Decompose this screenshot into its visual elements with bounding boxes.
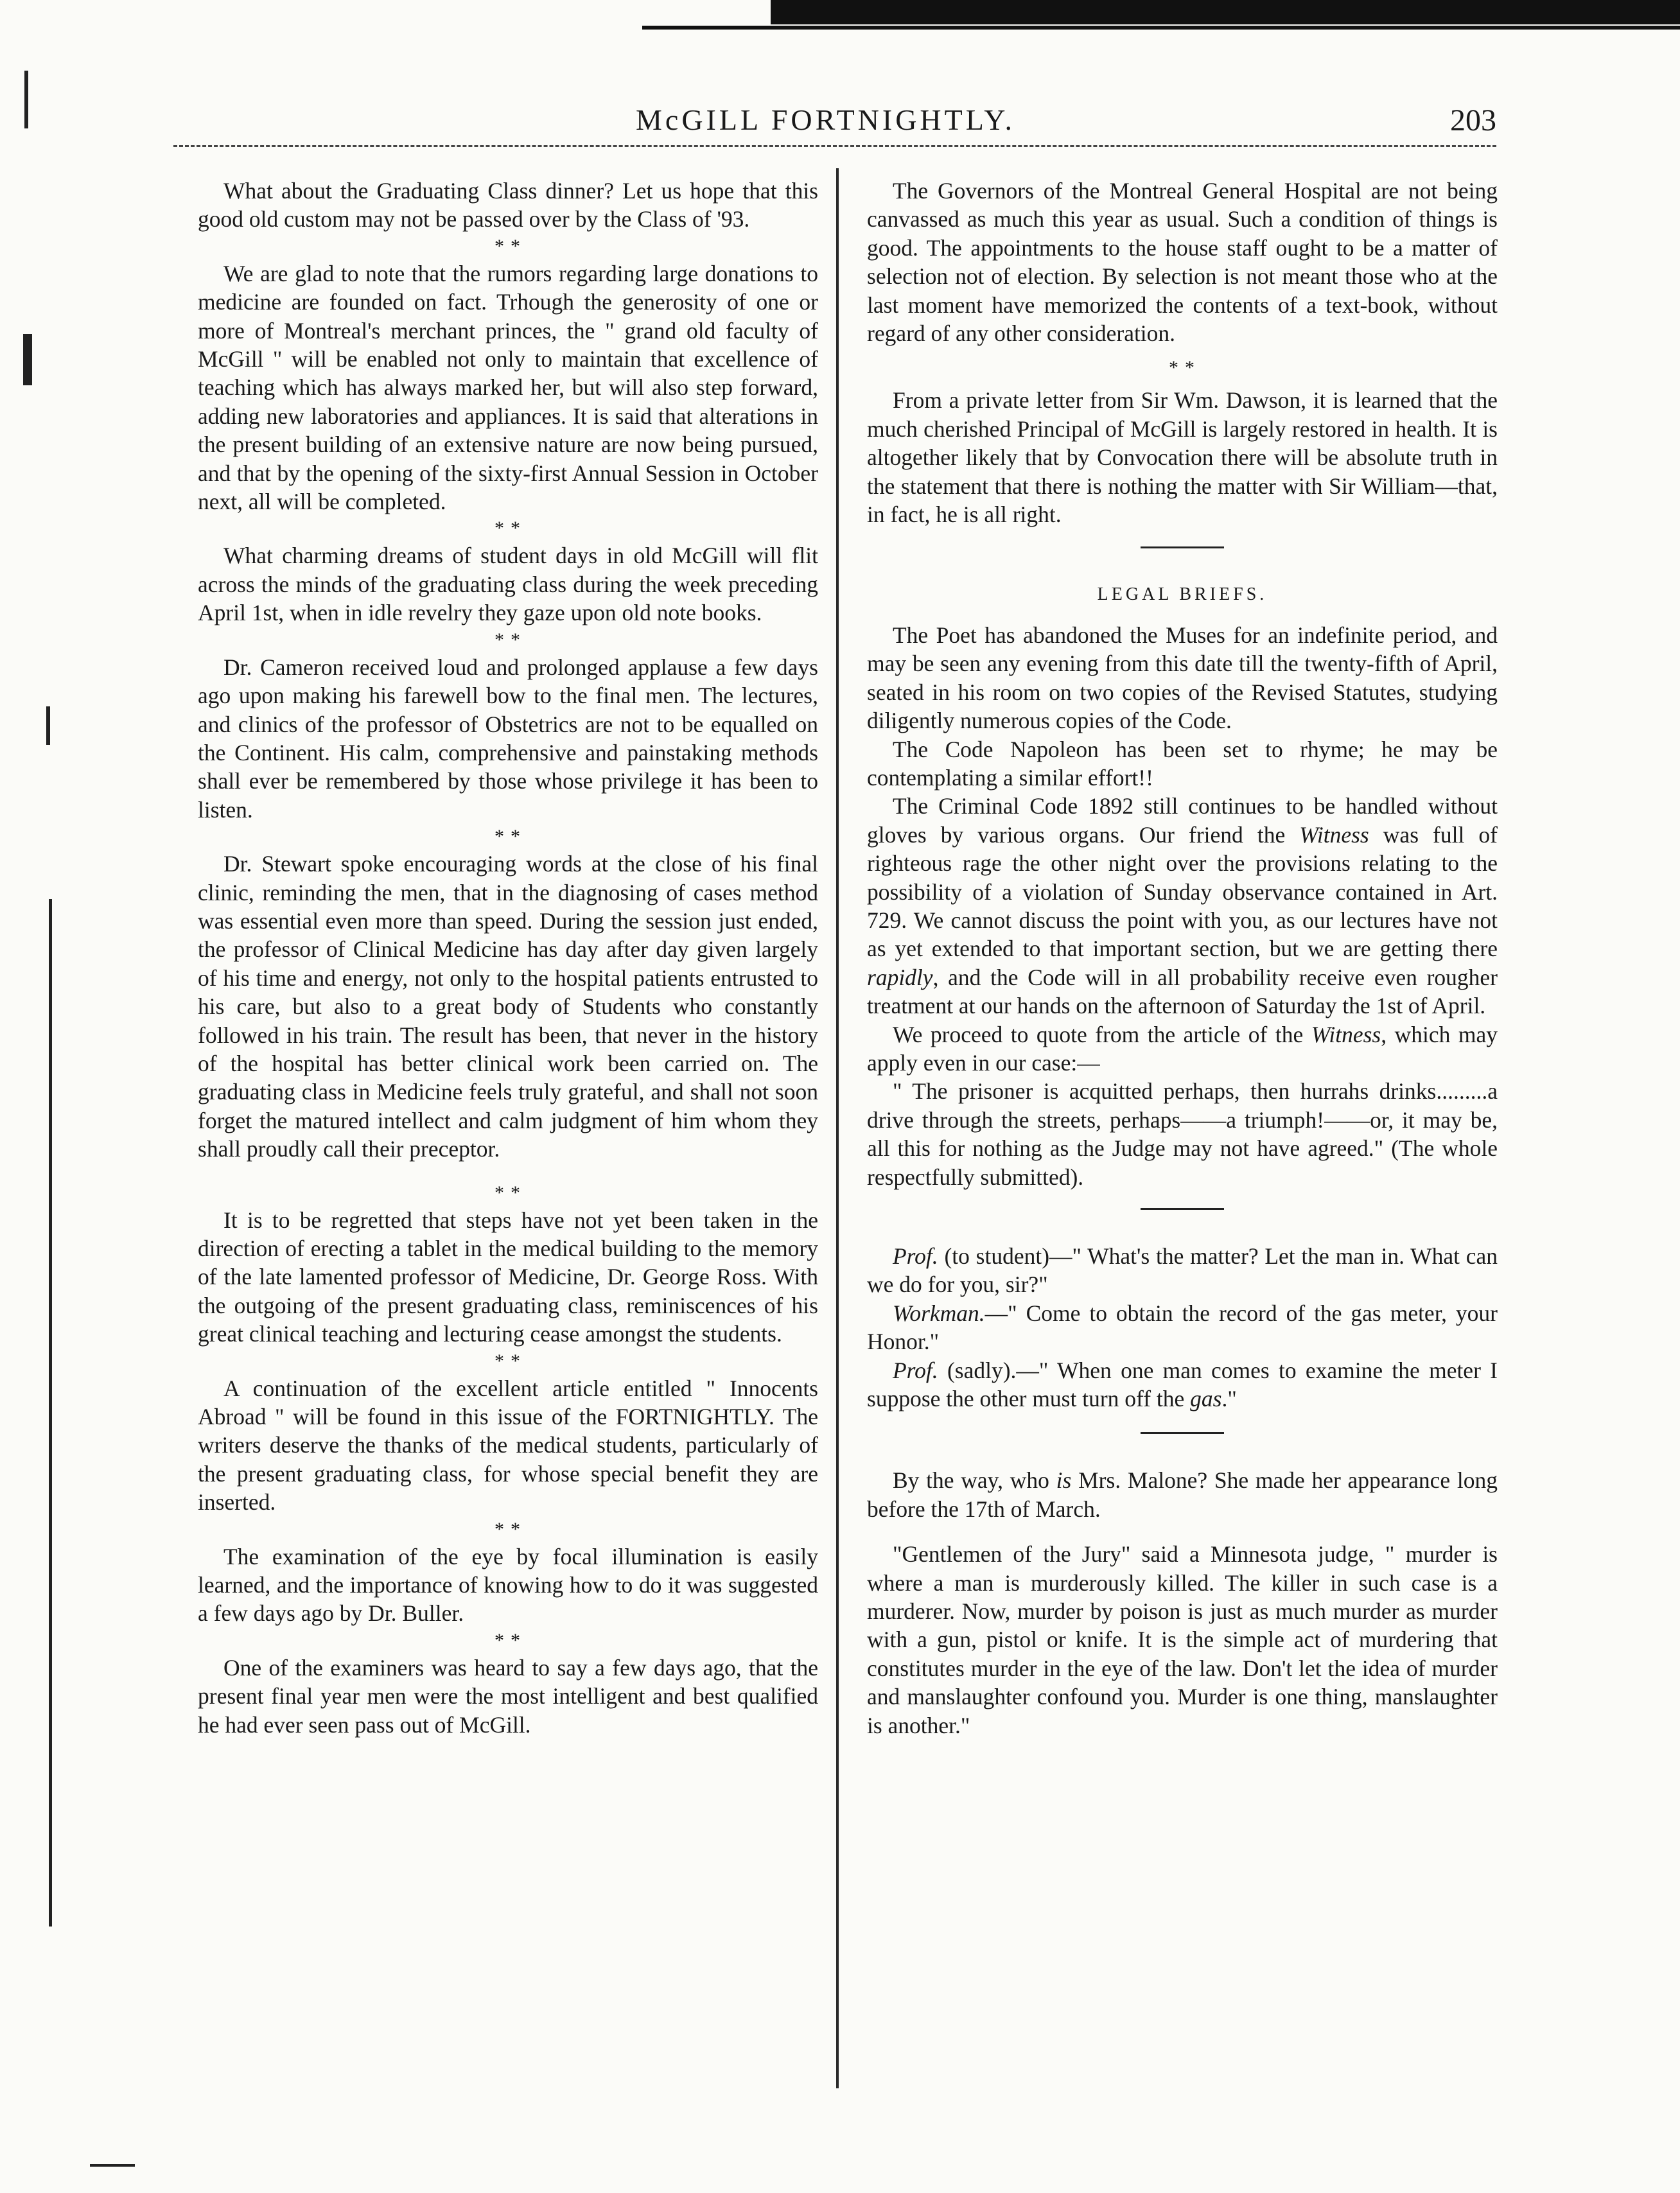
paragraph: What about the Graduating Class dinner? Let us hope that this good old custom may not be passed over by the Class of '93. — [198, 178, 818, 232]
dialogue-line — [867, 1242, 1498, 1299]
header-rule — [173, 145, 1496, 147]
paragraph: A continuation of the excellent article entitled " Innocents Abroad " will be found in this issue of the FORTNIGHTLY. The writers deserve the thanks of the medical students, particularly of the present graduating class, for whose special benefit they are inserted. — [198, 1375, 818, 1516]
text-run: (to student)—" What's the matter? Let the man in. What can we do for you, sir?" — [867, 1243, 1498, 1298]
dialogue-line — [867, 1356, 1498, 1413]
paragraph — [867, 792, 1498, 1020]
spacer — [198, 1164, 818, 1180]
italic-text: Witness — [1299, 821, 1369, 848]
text-run: , which may apply even in our case:— — [867, 1021, 1498, 1076]
italic-text: Witness — [1311, 1021, 1381, 1047]
section-stars: * * — [494, 518, 521, 539]
text-run: We proceed to quote from the article of the — [893, 1021, 1311, 1047]
margin-mark — [23, 334, 32, 385]
italic-text: is — [1056, 1467, 1072, 1494]
section-stars: * * — [494, 235, 521, 257]
section-rule — [1141, 1208, 1224, 1210]
text-run: ." — [1221, 1386, 1237, 1412]
italic-text: gas — [1190, 1386, 1222, 1412]
margin-mark — [24, 71, 28, 128]
text-run: By the way, who — [893, 1467, 1056, 1494]
spacer — [867, 1523, 1498, 1540]
text-run: Mrs. Malone? She made her appearance long before the 17th of March. — [867, 1467, 1498, 1522]
section-stars: * * — [494, 826, 521, 848]
text-run: was full of righteous rage the other night over the provisions relating to the possibility of a violation of Sunday observance contained in Art. 729. We cannot discuss the point with you, as our lectures have not as yet extended to that important section, but we are getting there — [867, 821, 1498, 962]
paragraph: Dr. Stewart spoke encouraging words at the close of his final clinic, reminding the men, that in the diagnosing of cases method was essential even more than speed. During the session just ended, the professor of Clinical Medicine has day after day given largely of his time and energy, not only to the hospital patients entrusted to his care, but also to a great body of Students who constantly followed in his train. The result has been, that never in the history of the hospital has better clinical work been carried on. The graduating class in Medicine feels truly grateful, and shall not soon forget the matured intellect and calm judgment of him whom they shall proudly call their preceptor. — [198, 851, 818, 1162]
column-divider — [836, 168, 839, 2088]
italic-text: rapidly — [867, 964, 933, 990]
page-header — [173, 103, 1496, 154]
paragraph — [867, 1466, 1498, 1523]
paragraph: What charming dreams of student days in old McGill will flit across the minds of the graduating class during the week preceding April 1st, when in idle revelry they gaze upon old note books. — [198, 543, 818, 626]
margin-mark — [46, 706, 50, 745]
text-run: —" Come to obtain the record of the gas meter, your Honor." — [867, 1300, 1498, 1355]
paragraph: Dr. Cameron received loud and prolonged applause a few days ago upon making his farewell bow to the final men. The lectures, and clinics of the professor of Obstetrics are not to be equalled on the Continent. His calm, comprehensive and painstaking methods shall ever be remembered by those whose privilege it has been to listen. — [198, 654, 818, 823]
section-stars: * * — [494, 1182, 521, 1203]
right-column — [867, 177, 1498, 1740]
section-rule — [1141, 1432, 1224, 1434]
text-run: (sadly).—" When one man comes to examine the meter I suppose the other must turn off the — [867, 1357, 1498, 1412]
top-edge-bar — [771, 0, 1680, 24]
section-stars: * * — [494, 1350, 521, 1372]
italic-text: Prof. — [893, 1243, 938, 1269]
dialogue-line — [867, 1299, 1498, 1356]
quote-paragraph: " The prisoner is acquitted perhaps, then hurrahs drinks.........a drive through the streets, perhaps——a triumph!——or, it may be, all this for nothing as the Judge may not have agreed." (The whole respectfully submitted). — [867, 1078, 1498, 1190]
section-heading: LEGAL BRIEFS. — [1097, 584, 1268, 605]
section-stars: * * — [494, 1518, 521, 1540]
italic-text: Workman. — [893, 1300, 985, 1326]
section-stars: * * — [494, 629, 521, 651]
paragraph: The Code Napoleon has been set to rhyme; he may be contemplating a similar effort!! — [867, 736, 1498, 791]
left-column — [198, 177, 818, 1739]
text-run: The Criminal Code 1892 still continues to be handled without gloves by various organs. Our friend the — [867, 793, 1498, 848]
top-edge-line — [642, 26, 1680, 30]
publication-title: McGILL FORTNIGHTLY. — [636, 103, 1016, 136]
page-number: 203 — [1450, 103, 1496, 137]
paragraph: The Poet has abandoned the Muses for an indefinite period, and may be seen any evening from this date till the twenty-fifth of April, seated in his room on two copies of the Revised Statutes, studying diligently numerous copies of the Code. — [867, 622, 1498, 734]
section-rule — [1141, 546, 1224, 548]
margin-mark — [49, 899, 52, 1927]
paragraph: One of the examiners was heard to say a few days ago, that the present final year men were the most intelligent and best qualified he had ever seen pass out of McGill. — [198, 1654, 818, 1738]
paragraph — [867, 1020, 1498, 1078]
section-stars: * * — [494, 1629, 521, 1651]
paragraph: We are glad to note that the rumors regarding large donations to medicine are founded on fact. Trhough the generosity of one or more of Montreal's merchant princes, the " grand old faculty of McGill " will be enabled not only to maintain that excellence of teaching which has always marked her, but will also step forward, adding new laboratories and appliances. It is said that alterations in the present building of an extensive nature are now being pursued, and that by the opening of the sixty-first Annual Session in October next, all will be completed. — [198, 260, 818, 515]
paragraph: It is to be regretted that steps have not yet been taken in the direction of erecting a tablet in the medical building to the memory of the late lamented professor of Medicine, Dr. George Ross. With the outgoing of the present graduating class, reminiscences of his great clinical teaching and lecturing cease amongst the students. — [198, 1207, 818, 1347]
section-stars: * * — [1168, 357, 1196, 379]
paragraph: From a private letter from Sir Wm. Dawson, it is learned that the much cherished Principal of McGill is largely restored in health. It is altogether likely that by Convocation there will be absolute truth in the statement that there is nothing the matter with Sir William—that, in fact, he is all right. — [867, 387, 1498, 528]
margin-mark — [90, 2164, 135, 2167]
paragraph: "Gentlemen of the Jury" said a Minnesota judge, " murder is where a man is murderously killed. The killer in such case is a murderer. Now, murder by poison is just as much murder as murder with a gun, pistol or knife. It is the simple act of murdering that constitutes murder in the eye of the law. Don't let the idea of murder and manslaughter confound you. Murder is one thing, manslaughter is another." — [867, 1541, 1498, 1738]
italic-text: Prof. — [893, 1357, 938, 1383]
paragraph: The Governors of the Montreal General Hospital are not being canvassed as much this year as usual. Such a condition of things is good. The appointments to the house staff ought to be a matter of selection not of election. By selection is not meant those who at the last moment have memorized the contents of a text-book, without regard of any other consideration. — [867, 178, 1498, 347]
paragraph: The examination of the eye by focal illumination is easily learned, and the importance of knowing how to do it was suggested a few days ago by Dr. Buller. — [198, 1543, 818, 1627]
text-run: , and the Code will in all probability receive even rougher treatment at our hands on the afternoon of Saturday the 1st of April. — [867, 964, 1498, 1019]
